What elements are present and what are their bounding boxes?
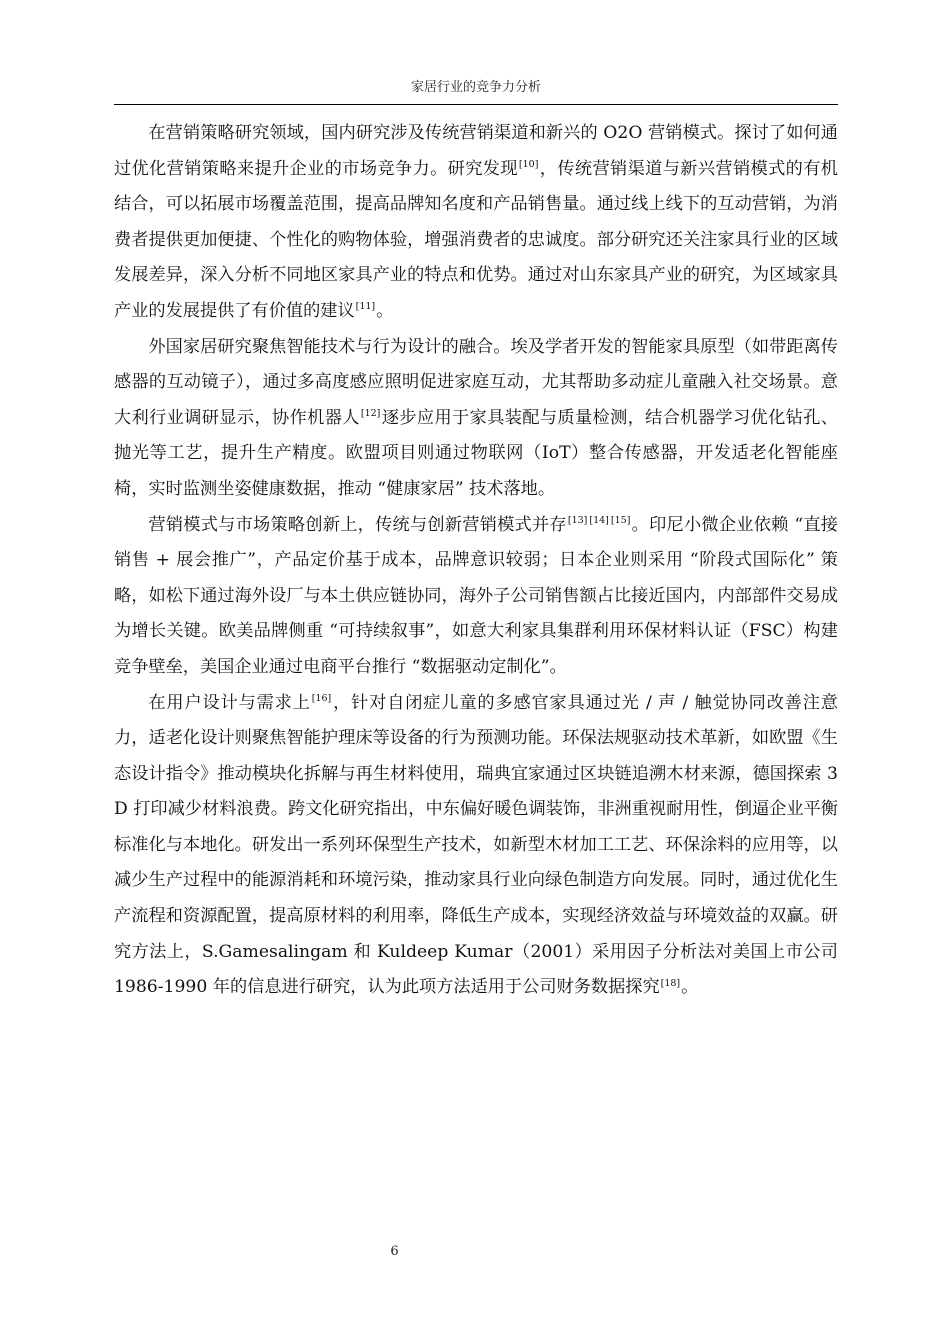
- paragraph-marketing-strategy: [114, 116, 838, 330]
- citation-ref: [15]: [610, 514, 631, 526]
- paragraph-text: 。: [681, 977, 699, 998]
- citation-ref: [10]: [518, 158, 539, 170]
- citation-ref: [13]: [567, 514, 588, 526]
- header-divider: [114, 104, 838, 105]
- running-header: 家居行业的竞争力分析: [410, 80, 541, 95]
- paragraph-text: 外国家居研究聚焦智能技术与行为设计的融合。埃及学者开发的智能家具原型（如带距离传感器的互动镜子），通过多高度感应照明促进家庭互动，尤其帮助多动症儿童融入社交场景。意大利行业调研显示，协作机器人: [114, 336, 838, 428]
- citation-ref: [16]: [311, 692, 332, 704]
- citation-ref: [12]: [360, 408, 381, 420]
- paragraph-text: ，针对自闭症儿童的多感官家具通过光 / 声 / 触觉协同改善注意力，适老化设计则聚焦智能护理床等设备的行为预测功能。环保法规驱动技术革新，如欧盟《生态设计指令》推动模块化拆解与再生材料使用，瑞典宜家通过区块链追溯木材来源，德国探索 3D 打印减少材料浪费。跨文化研究指出，中东偏好暖色调装饰，非洲重视耐用性，倒逼企业平衡标准化与本地化。研发出一系列环保型生产技术，如新型木材加工工艺、环保涂料的应用等，以减少生产过程中的能源消耗和环境污染，推动家具行业向绿色制造方向发展。同时，通过优化生产流程和资源配置，提高原材料的利用率，降低生产成本，实现经济效益与环境效益的双赢。研究方法上，S.Gamesalingam 和 Kuldeep Kumar（2001）采用因子分析法对美国上市公司 1986-1990 年的信息进行研究，认为此项方法适用于公司财务数据探究: [114, 692, 838, 998]
- paragraph-marketing-models: [114, 508, 838, 686]
- citation-ref: [11]: [355, 301, 376, 313]
- paragraph-text: 在营销策略研究领域，国内研究涉及传统营销渠道和新兴的 O2O 营销模式。探讨了如何通过优化营销策略来提升企业的市场竞争力。研究发现: [114, 123, 838, 179]
- paragraph-user-design: [114, 686, 838, 1006]
- paragraph-foreign-research: [114, 330, 838, 508]
- citation-ref: [18]: [660, 977, 681, 989]
- paragraph-text: ，传统营销渠道与新兴营销模式的有机结合，可以拓展市场覆盖范围，提高品牌知名度和产品销售量。通过线上线下的互动营销，为消费者提供更加便捷、个性化的购物体验，增强消费者的忠诚度。部分研究还关注家具行业的区域发展差异，深入分析不同地区家具产业的特点和优势。通过对山东家具产业的研究，为区域家具产业的发展提供了有价值的建议: [114, 158, 838, 321]
- citation-ref: [14]: [589, 514, 609, 526]
- page-number: 6: [390, 1244, 399, 1259]
- paragraph-text: 。印尼小微企业依赖 “直接销售 + 展会推广”，产品定价基于成本，品牌意识较弱；日本企业则采用 “阶段式国际化” 策略，如松下通过海外设厂与本土供应链协同，海外子公司销售额占比接近国内，内部部件交易成为增长关键。欧美品牌侧重 “可持续叙事”，如意大利家具集群利用环保材料认证（FSC）构建竞争壁垒，美国企业通过电商平台推行 “数据驱动定制化”。: [114, 514, 838, 677]
- body-text: [114, 116, 838, 1006]
- paragraph-text: 逐步应用于家具装配与质量检测，结合机器学习优化钻孔、抛光等工艺，提升生产精度。欧盟项目则通过物联网（IoT）整合传感器，开发适老化智能座椅，实时监测坐姿健康数据，推动 “健康家居” 技术落地。: [114, 407, 838, 499]
- paragraph-text: 。: [376, 300, 394, 321]
- paragraph-text: 营销模式与市场策略创新上，传统与创新营销模式并存: [148, 514, 567, 535]
- paragraph-text: 在用户设计与需求上: [148, 692, 311, 713]
